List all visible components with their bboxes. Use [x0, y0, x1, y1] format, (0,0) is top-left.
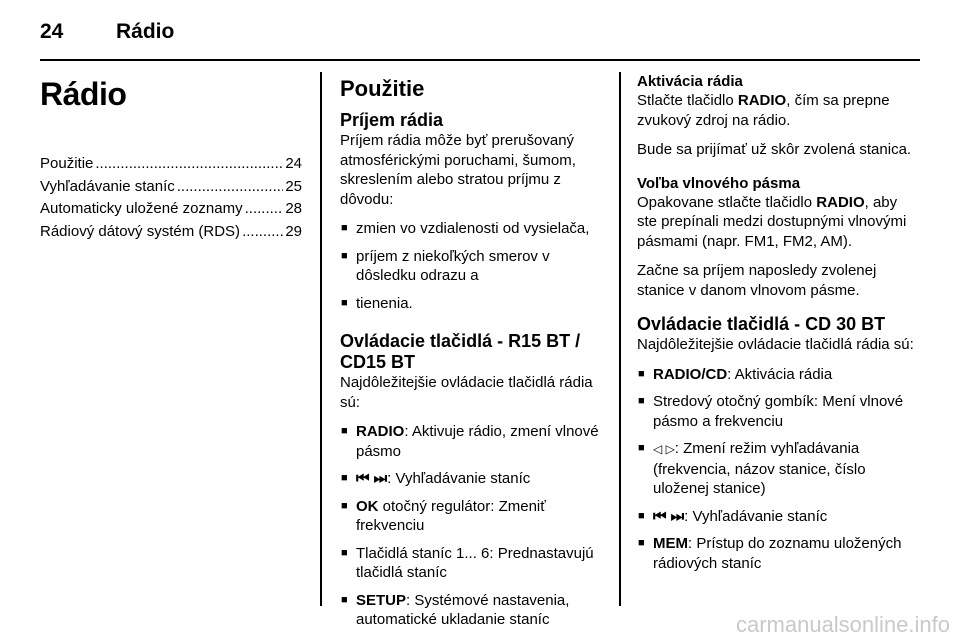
section-title: Použitie	[340, 76, 425, 101]
list-item	[637, 507, 917, 527]
item-text: : Vyhľadávanie staníc	[684, 507, 828, 525]
activation-paragraph	[637, 91, 917, 130]
text: , čím sa prepne zvukový zdroj na rádio.	[637, 92, 890, 129]
toc-entry-text: Vyhľadávanie staníc	[40, 177, 175, 195]
activation-column	[637, 72, 917, 581]
list-item	[340, 469, 602, 489]
page-number: 24	[40, 20, 64, 43]
column-divider-1	[320, 72, 322, 606]
list-item: ■ zmien vo vzdialenosti od vysielača,	[340, 219, 602, 239]
item-text: : Aktivácia rádia	[727, 365, 833, 383]
item-text: : Zmení režim vyhľadávania (frekvencia, názov stanice, číslo uloženej stanice)	[653, 440, 866, 497]
text: Opakovane stlačte tlačidlo	[637, 193, 817, 211]
item-text: : Systémové nastavenia, automatické ukladanie staníc	[356, 591, 570, 628]
toc-entry[interactable]	[40, 198, 302, 221]
list-item	[637, 439, 917, 499]
toc-entry[interactable]	[40, 153, 302, 176]
mem-key: MEM	[653, 535, 688, 552]
usage-column	[340, 72, 602, 638]
text: , aby ste prepínali medzi dostupnými vlnovými pásmami (napr. FM1, FM2, AM).	[637, 193, 907, 250]
toc-entry-text: Použitie	[40, 155, 94, 172]
band-paragraph: Začne sa príjem naposledy zvolenej stanice v danom vlnovom pásme.	[637, 262, 877, 299]
toc-column	[40, 72, 302, 243]
radio-key: RADIO	[356, 423, 405, 440]
toc-entry-text: Rádiový dátový systém (RDS)	[40, 222, 241, 240]
seek-icon: ⏮ ⏭	[653, 507, 685, 525]
ok-key: OK	[356, 497, 379, 515]
list-item	[637, 534, 917, 573]
item-text: : Prístup do zoznamu uložených rádiových staníc	[653, 535, 902, 572]
radio-cd-key: RADIO/CD	[653, 365, 728, 383]
list-item: ■ tienenia.	[340, 294, 602, 314]
cd-intro: Najdôležitejšie ovládacie tlačidlá rádia sú:	[637, 336, 914, 353]
header-title: Rádio	[116, 20, 175, 43]
band-paragraph	[637, 193, 917, 252]
controls-intro: Najdôležitejšie ovládacie tlačidlá rádia sú:	[340, 374, 593, 411]
controls-heading: Ovládacie tlačidlá - R15 BT / CD15 BT	[340, 331, 581, 372]
toc-entry-page: 29	[285, 222, 302, 240]
band-heading: Voľba vlnového pásma	[637, 174, 801, 192]
toc-entry[interactable]	[40, 221, 302, 244]
toc-entry-text: Automaticky uložené zoznamy	[40, 200, 243, 217]
list-item: ■ príjem z niekoľkých smerov v dôsledku odrazu a	[340, 247, 602, 286]
toc-entry-page: 24	[285, 155, 302, 172]
radio-key: RADIO	[816, 193, 865, 211]
list-item: ■ Tlačidlá staníc 1... 6: Prednastavujú tlačidlá staníc	[340, 544, 602, 583]
toc-leader	[95, 153, 283, 176]
list-item	[340, 422, 602, 461]
column-divider-2	[619, 72, 621, 606]
item-text: : Vyhľadávanie staníc	[387, 470, 531, 487]
radio-key: RADIO	[737, 92, 787, 109]
header-rule	[40, 59, 920, 61]
reception-heading: Príjem rádia	[340, 110, 444, 130]
toc-entry-page: 25	[285, 177, 302, 195]
text: Stlačte tlačidlo	[637, 92, 738, 109]
activation-heading: Aktivácia rádia	[637, 73, 743, 90]
list-item	[637, 365, 917, 385]
cd-heading: Ovládacie tlačidlá - CD 30 BT	[637, 314, 886, 334]
toc-leader	[242, 221, 283, 244]
watermark: carmanualsonline.info	[735, 612, 950, 637]
reception-text: Príjem rádia môže byť prerušovaný atmosférickými poruchami, šumom, skreslením alebo stratou príjmu z dôvodu:	[340, 132, 576, 208]
list-item	[340, 591, 602, 630]
toc-entry[interactable]	[40, 176, 302, 199]
item-text: : Aktivuje rádio, zmení vlnové pásmo	[356, 423, 599, 460]
toc-leader	[177, 176, 284, 199]
chapter-title: Rádio	[40, 76, 127, 112]
item-text: otočný regulátor: Zmeniť frekvenciu	[356, 497, 546, 534]
toc-leader	[245, 198, 284, 221]
list-item: ■ Stredový otočný gombík: Mení vlnové pásmo a frekvenciu	[637, 392, 917, 431]
setup-key: SETUP	[356, 591, 407, 609]
mode-arrows-icon: ◁ ▷	[653, 442, 675, 456]
list-item	[340, 497, 602, 536]
activation-paragraph: Bude sa prijímať už skôr zvolená stanica.	[637, 141, 912, 158]
seek-icon: ⏮ ⏭	[356, 470, 388, 487]
toc-entry-page: 28	[285, 200, 302, 217]
